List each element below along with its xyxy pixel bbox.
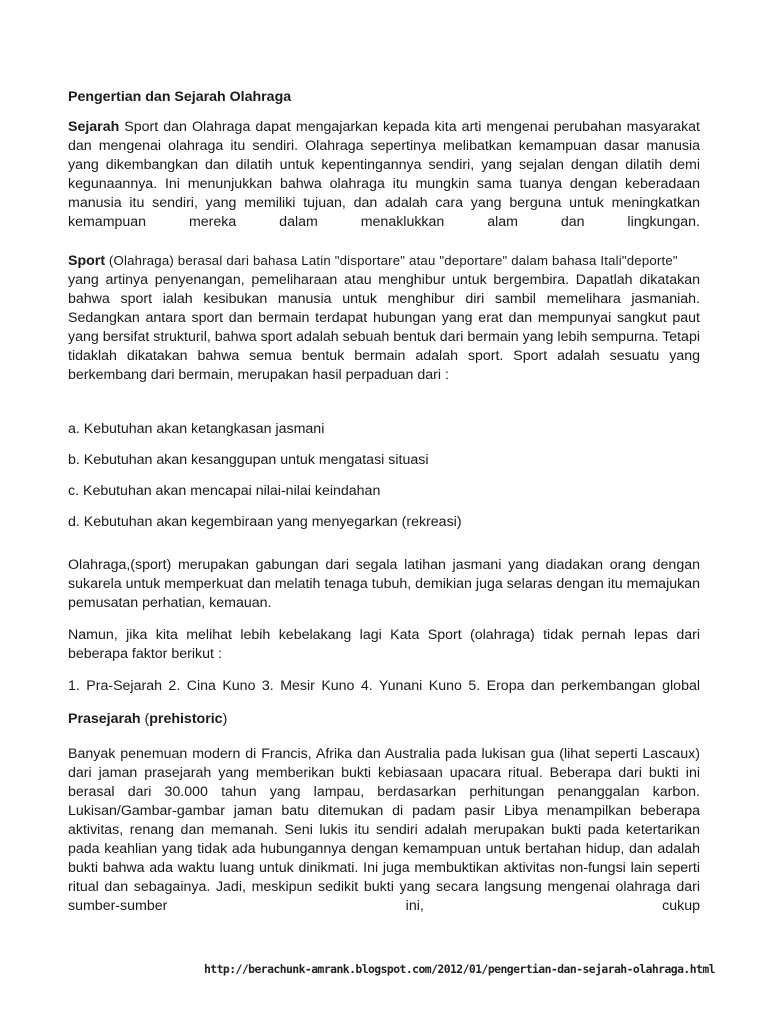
sport-body: yang artinya penyenangan, pemeliharaan atau menghibur untuk bergembira. Dapatlah dikatakan bahwa sport ialah kesibukan manusia untuk menghibur diri sambil memelihara jasmaniah. Sedangkan antara sport dan bermain terdapat hubungan yang erat dan mempunyai sangkut paut yang bersifat strukturil, bahwa sport adalah sebuah bentuk dari bermain yang lebih sempurna. Tetapi tidaklah dikatakan bahwa semua bentuk bermain adalah sport. Sport adalah sesuatu yang berkembang dari bermain, merupakan hasil perpaduan dari : [68,272,700,383]
list-item: b. Kebutuhan akan kesanggupan untuk mengatasi situasi [68,452,429,468]
paragraph-sejarah [68,118,700,232]
paragraph-factors: 1. Pra-Sejarah 2. Cina Kuno 3. Mesir Kuno 4. Yunani Kuno 5. Eropa dan perkembangan global [68,678,700,694]
heading-prasejarah-open: ( [140,711,150,727]
heading-prasejarah-close: ) [222,711,228,727]
document-page [68,88,700,916]
sejarah-lead: Sejarah [68,119,120,135]
paragraph-prasejarah: Banyak penemuan modern di Francis, Afrika dan Australia pada lukisan gua (lihat seperti Lascaux) dari jaman prasejarah yang memberikan bukti kebiasaan upacara ritual. Beberapa dari bukti ini berasal dari 30.000 tahun yang lampau, berdasarkan perhitungan penanggalan karbon. Lukisan/Gambar-gambar jaman batu ditemukan di padam pasir Libya menampilkan beberapa aktivitas, renang dan memanah. Seni lukis itu sendiri adalah merupakan bukti pada ketertarikan pada keahlian yang tidak ada hubungannya dengan kemampuan untuk bertahan hidup, dan adalah bukti bahwa ada waktu luang untuk dinikmati. Ini juga membuktikan aktivitas non-fungsi lain seperti ritual dan sebagainya. Jadi, meskipun sedikit bukti yang secara langsung mengenai olahraga dari sumber-sumber ini, cukup [68,746,700,914]
heading-prasejarah-bold: Prasejarah [68,711,141,727]
list-item: c. Kebutuhan akan mencapai nilai-nilai keindahan [68,483,381,499]
heading-prehistoric-bold: prehistoric [149,711,223,727]
paragraph-namun: Namun, jika kita melihat lebih kebelakang lagi Kata Sport (olahraga) tidak pernah lepas dari beberapa faktor berikut : [68,627,700,662]
paragraph-sport [68,251,700,385]
needs-list [68,420,700,532]
page-title: Pengertian dan Sejarah Olahraga [68,89,292,105]
footer-url: http://berachunk-amrank.blogspot.com/2012/01/pengertian-dan-sejarah-olahraga.html [204,962,715,976]
sejarah-text: Sport dan Olahraga dapat mengajarkan kepada kita arti mengenai perubahan masyarakat dan mengenai olahraga itu sendiri. Olahraga sepertinya melibatkan kemampuan dasar manusia yang dikembangkan dan dilatih untuk kepentingannya sendiri, yang sejalan dengan dilatih demi kegunaannya. Ini menunjukkan bahwa olahraga itu mungkin sama tuanya dengan keberadaan manusia itu sendiri, yang memiliki tujuan, dan adalah cara yang berguna untuk meningkatkan kemampuan mereka dalam menaklukkan alam dan lingkungan. [68,119,700,230]
list-item: a. Kebutuhan akan ketangkasan jasmani [68,421,325,437]
sport-lead: Sport [68,253,106,269]
heading-prasejarah [68,710,700,729]
list-item: d. Kebutuhan akan kegembiraan yang menyegarkan (rekreasi) [68,514,462,530]
sport-intro: (Olahraga) berasal dari bahasa Latin "disportare" atau "deportare" dalam bahasa Itali"deporte" [105,253,678,268]
paragraph-olahraga: Olahraga,(sport) merupakan gabungan dari segala latihan jasmani yang diadakan orang dengan sukarela untuk memperkuat dan melatih tenaga tubuh, demikian juga selaras dengan itu memajukan pemusatan perhatian, kemauan. [68,557,700,611]
